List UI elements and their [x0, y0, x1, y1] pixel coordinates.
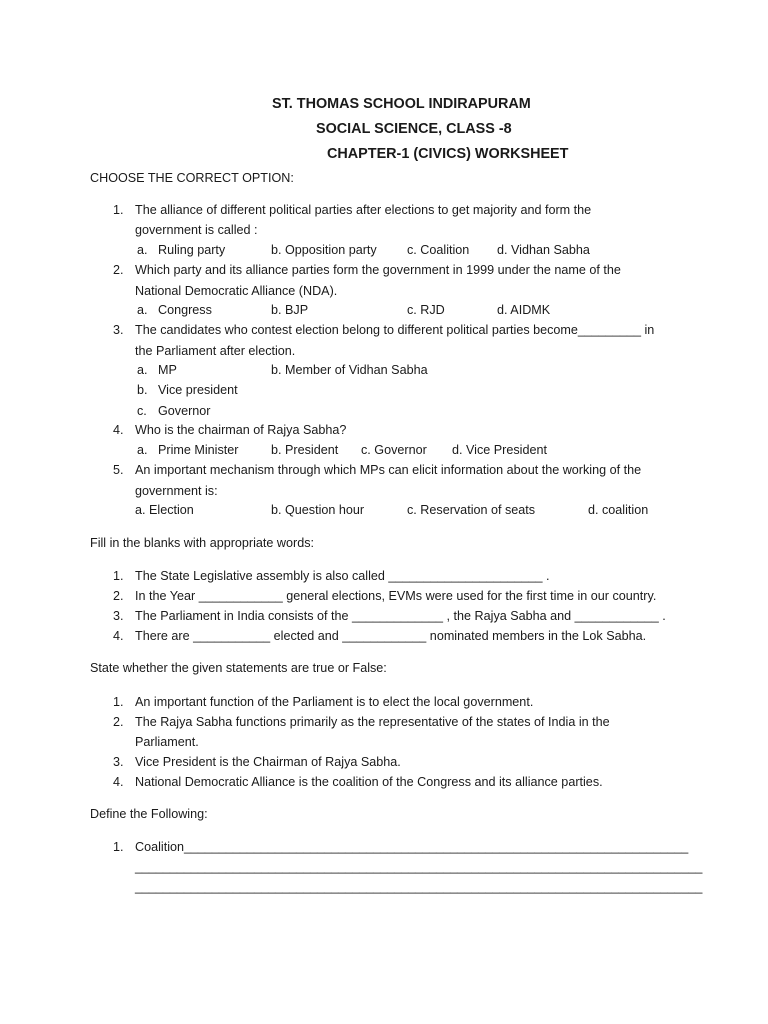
answer-line: _________________________________________________________________________________: [135, 860, 703, 874]
item-number: 3.: [113, 609, 124, 623]
item-text: Coalition________________________________________________________________________: [135, 840, 689, 854]
option-b: b. BJP: [271, 303, 309, 317]
option-b2: Vice president: [158, 383, 238, 397]
option-a: Congress: [158, 303, 212, 317]
option-d: d. AIDMK: [497, 303, 551, 317]
school-name: ST. THOMAS SCHOOL INDIRAPURAM: [272, 96, 531, 112]
item-text-cont: Parliament.: [135, 735, 199, 749]
option-c: c. Coalition: [407, 243, 470, 257]
item-number: 2.: [113, 589, 124, 603]
option-a-marker: a.: [137, 363, 148, 377]
worksheet-title: CHAPTER-1 (CIVICS) WORKSHEET: [327, 146, 569, 162]
question-number: 3.: [113, 323, 124, 337]
define-heading: Define the Following:: [90, 807, 208, 821]
item-number: 1.: [113, 569, 124, 583]
option-b: b. President: [271, 443, 339, 457]
option-a-marker: a.: [137, 443, 148, 457]
option-d: d. coalition: [588, 503, 649, 517]
mcq-heading: CHOOSE THE CORRECT OPTION:: [90, 171, 294, 185]
option-b: b. Question hour: [271, 503, 365, 517]
option-b: b. Member of Vidhan Sabha: [271, 363, 428, 377]
true-false-heading: State whether the given statements are true or False:: [90, 661, 387, 675]
question-text: The candidates who contest election belong to different political parties become_________ in: [135, 323, 655, 337]
question-text-cont: the Parliament after election.: [135, 344, 296, 358]
option-d: d. Vice President: [452, 443, 547, 457]
item-number: 1.: [113, 695, 124, 709]
question-text-cont: government is:: [135, 484, 218, 498]
item-number: 1.: [113, 840, 124, 854]
item-number: 3.: [113, 755, 124, 769]
item-text: An important function of the Parliament is to elect the local government.: [135, 695, 534, 709]
option-c: c. Reservation of seats: [407, 503, 536, 517]
option-a: Ruling party: [158, 243, 226, 257]
option-a-marker: a.: [137, 243, 148, 257]
option-c: Governor: [158, 404, 211, 418]
item-text: Vice President is the Chairman of Rajya Sabha.: [135, 755, 401, 769]
item-number: 4.: [113, 775, 124, 789]
item-text: The State Legislative assembly is also called ______________________ .: [135, 569, 550, 583]
option-a: MP: [158, 363, 177, 377]
item-text: National Democratic Alliance is the coalition of the Congress and its alliance parties.: [135, 775, 603, 789]
question-text-cont: National Democratic Alliance (NDA).: [135, 284, 338, 298]
item-text: The Parliament in India consists of the _____________ , the Rajya Sabha and ____________ .: [135, 609, 666, 623]
question-number: 2.: [113, 263, 124, 277]
option-b: b. Opposition party: [271, 243, 377, 257]
option-c: c. Governor: [361, 443, 427, 457]
question-text: Which party and its alliance parties form the government in 1999 under the name of the: [135, 263, 621, 277]
option-c-marker: c.: [137, 404, 147, 418]
option-a: Prime Minister: [158, 443, 239, 457]
question-number: 5.: [113, 463, 124, 477]
item-number: 4.: [113, 629, 124, 643]
question-text: The alliance of different political parties after elections to get majority and form the: [135, 203, 592, 217]
item-text: In the Year ____________ general elections, EVMs were used for the first time in our country.: [135, 589, 657, 603]
question-number: 4.: [113, 423, 124, 437]
question-text: Who is the chairman of Rajya Sabha?: [135, 423, 347, 437]
option-a: a. Election: [135, 503, 194, 517]
option-d: d. Vidhan Sabha: [497, 243, 590, 257]
question-text: An important mechanism through which MPs can elicit information about the working of the: [135, 463, 642, 477]
question-number: 1.: [113, 203, 124, 217]
question-text-cont: government is called :: [135, 223, 258, 237]
subject-class: SOCIAL SCIENCE, CLASS -8: [316, 121, 512, 137]
answer-line: _________________________________________________________________________________: [135, 880, 703, 894]
option-c: c. RJD: [407, 303, 445, 317]
option-b2-marker: b.: [137, 383, 148, 397]
item-text: The Rajya Sabha functions primarily as the representative of the states of India in the: [135, 715, 610, 729]
item-text: There are ___________ elected and ____________ nominated members in the Lok Sabha.: [135, 629, 647, 643]
item-number: 2.: [113, 715, 124, 729]
fill-blanks-heading: Fill in the blanks with appropriate words:: [90, 536, 314, 550]
option-a-marker: a.: [137, 303, 148, 317]
